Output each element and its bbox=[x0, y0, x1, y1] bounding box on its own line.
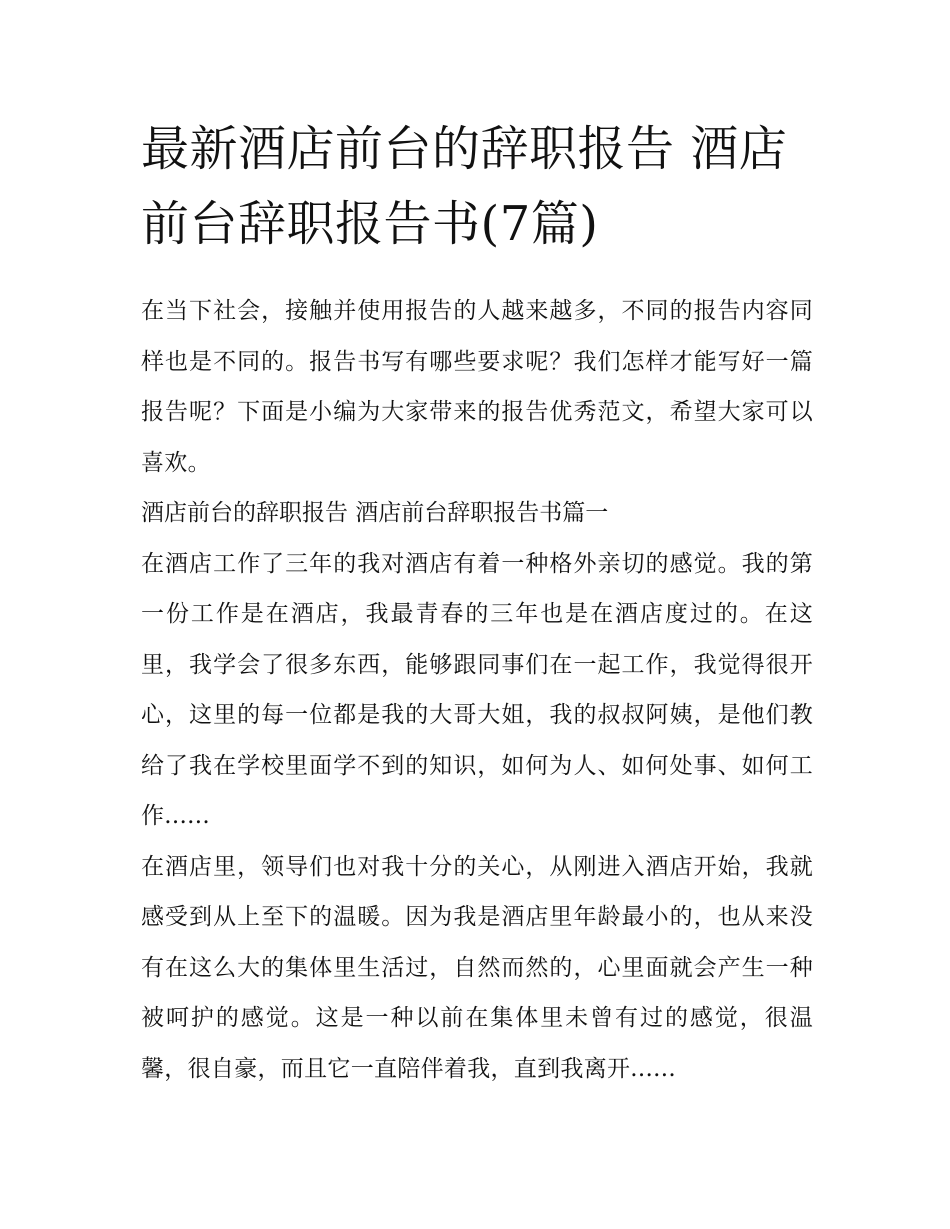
document-title: 最新酒店前台的辞职报告 酒店前台辞职报告书(7篇) bbox=[141, 121, 788, 252]
body-paragraph-2: 在酒店里，领导们也对我十分的关心，从刚进入酒店开始，我就感受到从上至下的温暖。因为我是酒店里年龄最小的，也从来没有在这么大的集体里生活过，自然而然的，心里面就会产生一种被呵护的感觉。这是一种以前在集体里未曾有过的感觉，很温馨，很自豪，而且它一直陪伴着我，直到我离开...... bbox=[141, 853, 813, 1082]
section-heading: 酒店前台的辞职报告 酒店前台辞职报告书篇一 bbox=[141, 500, 609, 526]
intro-paragraph: 在当下社会，接触并使用报告的人越来越多，不同的报告内容同样也是不同的。报告书写有哪些要求呢？我们怎样才能写好一篇报告呢？下面是小编为大家带来的报告优秀范文，希望大家可以喜欢。 bbox=[141, 298, 813, 476]
body-paragraph-1: 在酒店工作了三年的我对酒店有着一种格外亲切的感觉。我的第一份工作是在酒店，我最青春的三年也是在酒店度过的。在这里，我学会了很多东西，能够跟同事们在一起工作，我觉得很开心，这里的每一位都是我的大哥大姐，我的叔叔阿姨，是他们教给了我在学校里面学不到的知识，如何为人、如何处事、如何工作...... bbox=[141, 550, 813, 829]
document-page bbox=[141, 112, 813, 1094]
